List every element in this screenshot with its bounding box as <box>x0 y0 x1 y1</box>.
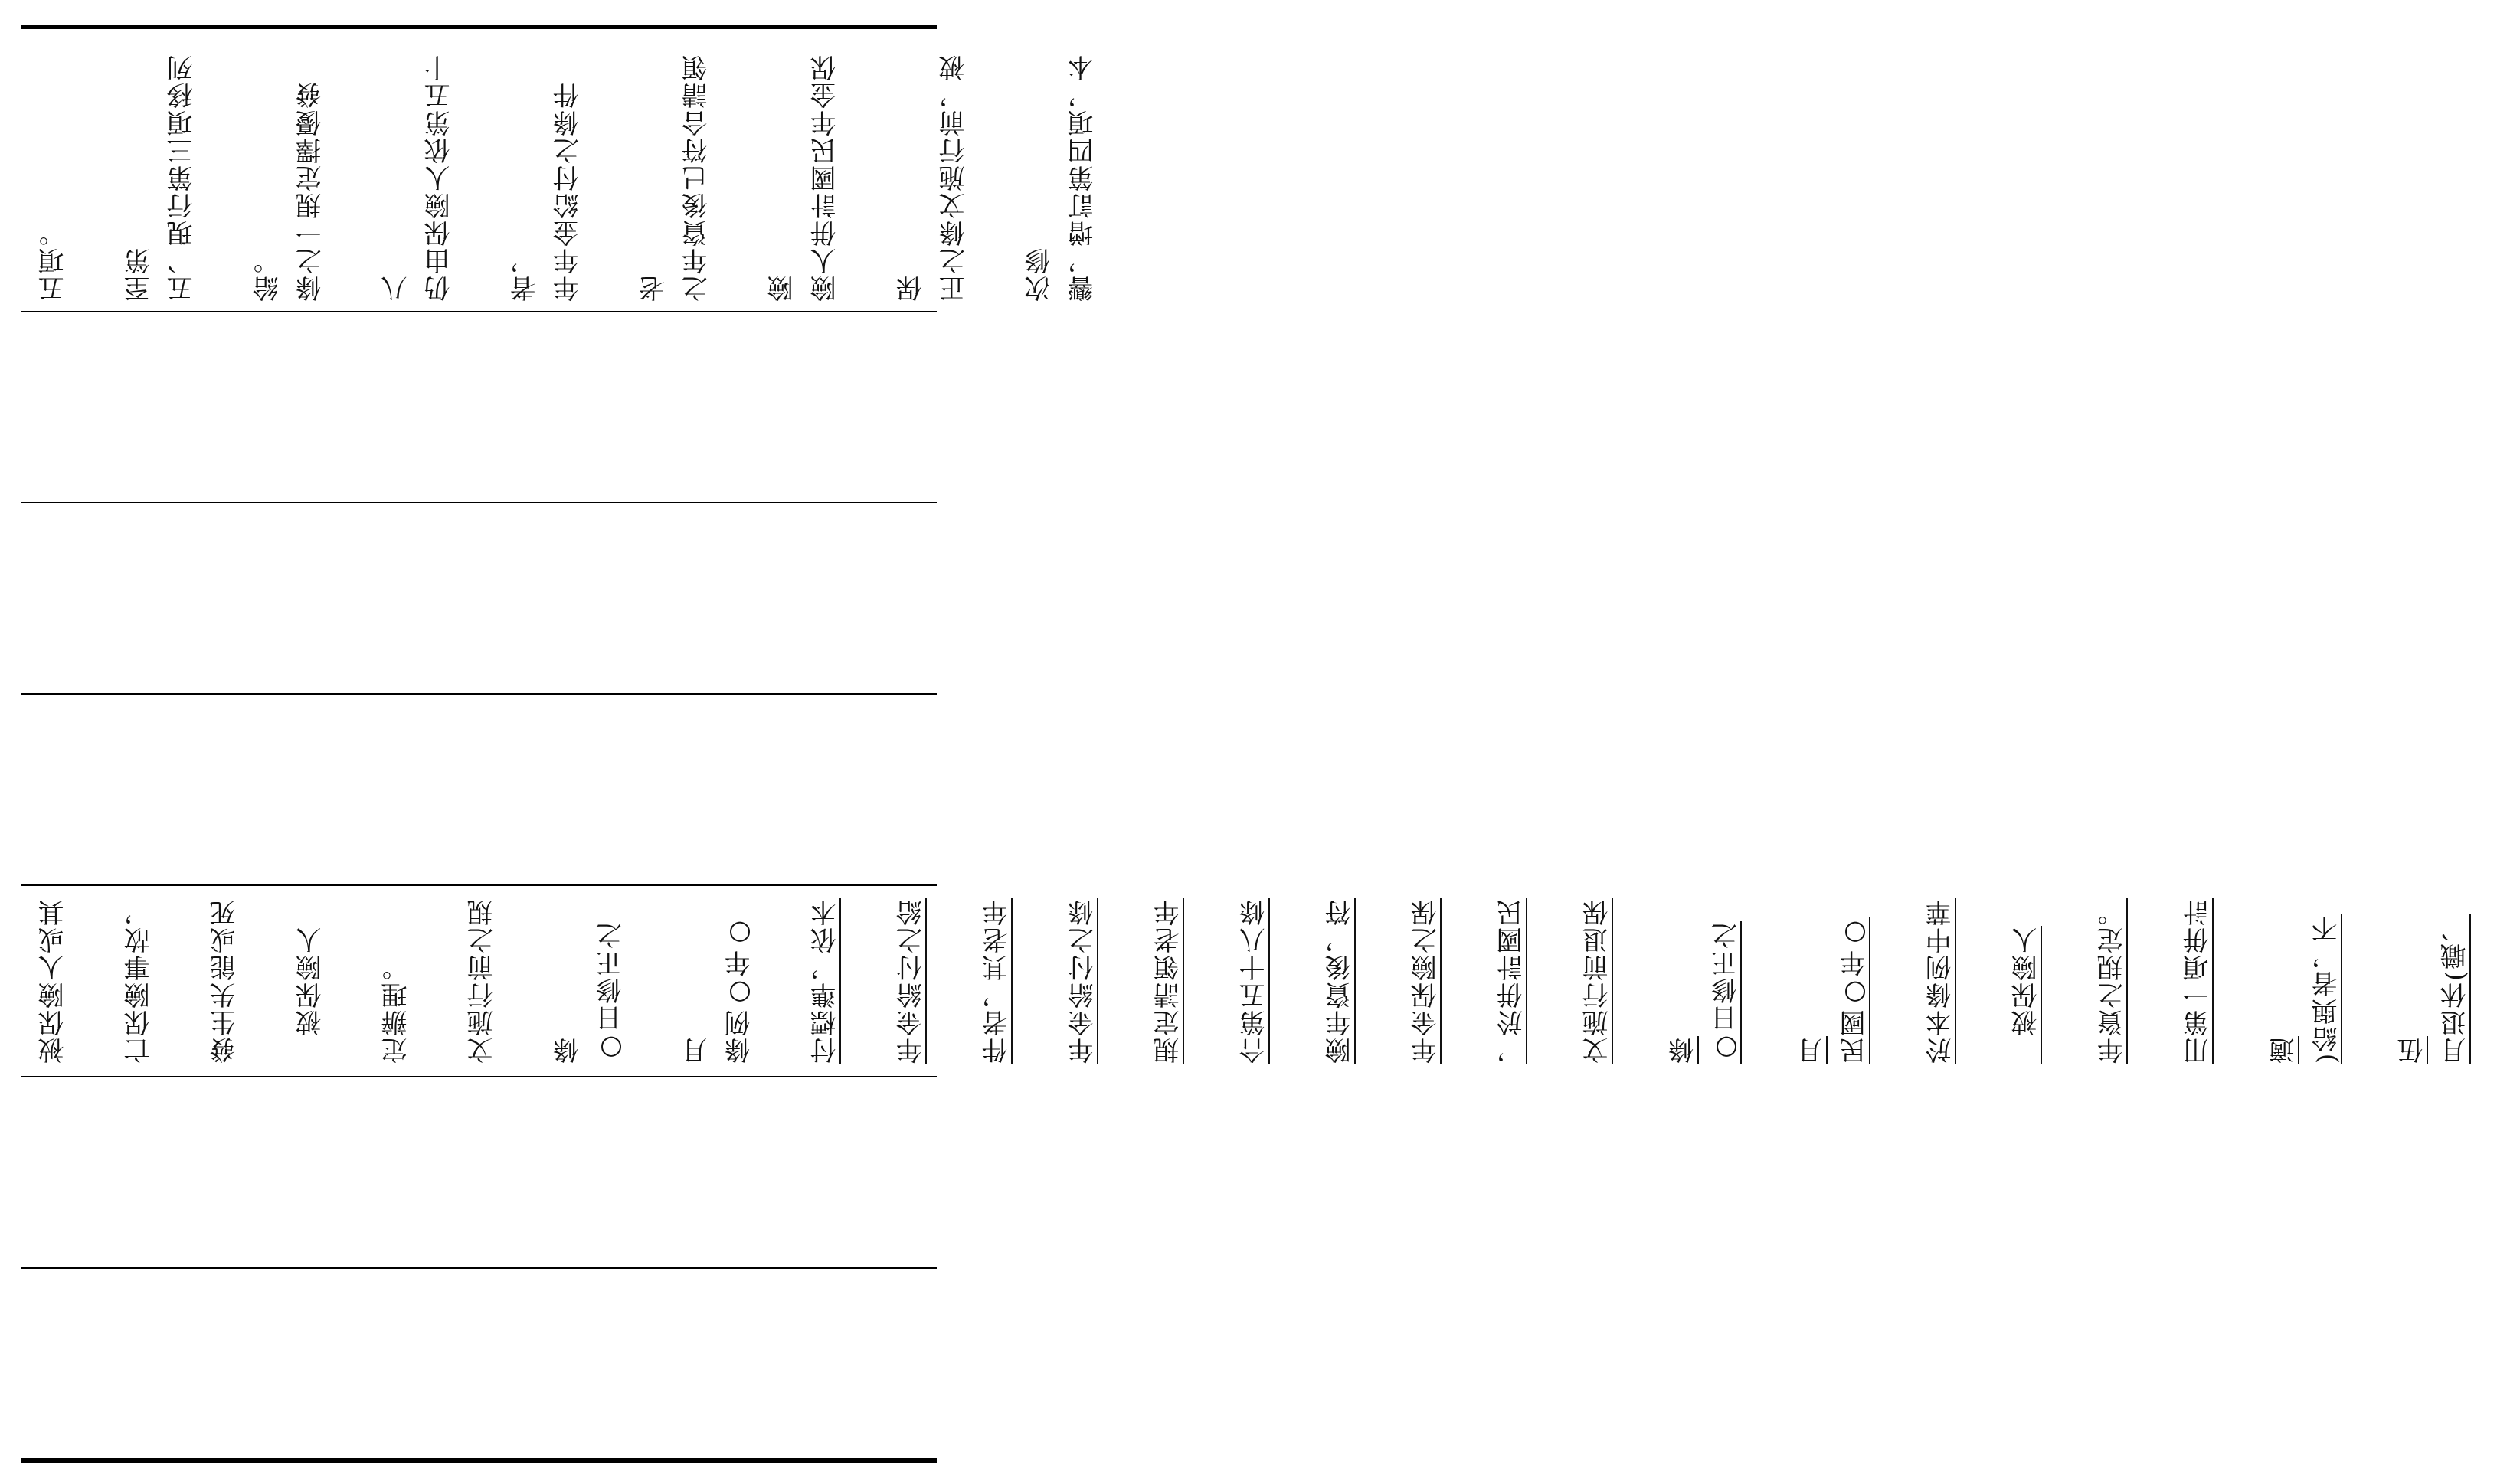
text-line: 文施行前退保 <box>1582 898 1613 1064</box>
text-line: 險年資後，符 <box>1325 898 1356 1064</box>
text-line: 五項。 <box>38 219 69 302</box>
text-line: 亡保險事故， <box>124 898 155 1064</box>
text-line: 民國○年○月 <box>1797 917 1870 1064</box>
empty-band-5 <box>21 1269 937 1458</box>
text-line: 月退休(職、伍 <box>2397 914 2471 1064</box>
text-line: ，於併計國民 <box>1497 898 1527 1064</box>
text-line: 於本條例中華 <box>1926 898 1956 1064</box>
empty-band-3 <box>21 695 937 884</box>
text-line: 被保險人 <box>2011 926 2042 1064</box>
text-line: 定辦理。 <box>381 953 412 1064</box>
text-line: 文施行前之規 <box>467 898 498 1064</box>
text-line: 年年金給付之條件者， <box>510 81 584 302</box>
text-line: 規定請領老年 <box>1154 898 1184 1064</box>
explanation-band <box>21 29 1098 311</box>
text-line: 合第五十八條 <box>1239 898 1270 1064</box>
text-line: 年金給付之條 <box>1068 898 1098 1064</box>
amendment-text <box>32 897 2520 1064</box>
empty-band-4 <box>21 1077 937 1267</box>
text-line: 險人併計國民年金保險 <box>767 54 841 302</box>
text-line: 響，增訂第四項，本次修 <box>1025 54 1098 302</box>
text-line: 付標準，依本 <box>810 898 841 1064</box>
text-line: 年金給付之給 <box>896 898 927 1064</box>
text-line: 被保險人 <box>296 926 326 1064</box>
text-line: 之年資後已符合請領老 <box>639 54 712 302</box>
text-line: 仍由保險人依第五十八 <box>381 54 455 302</box>
empty-band-2 <box>21 503 937 693</box>
amendment-band <box>21 886 2471 1076</box>
text-line: 條例○年○月 <box>682 917 755 1064</box>
text-line: 年金保險之保 <box>1411 898 1442 1064</box>
text-line: 發生失能或死 <box>210 898 241 1064</box>
text-line: 正之條文施行前，被保 <box>896 54 970 302</box>
text-line: )給與者，不適 <box>2269 914 2342 1064</box>
text-line: ○日修正之條 <box>1668 921 1742 1064</box>
explanation-text <box>32 41 1147 302</box>
text-line: 條之一規定擇優發給。 <box>253 81 326 302</box>
text-line: 用第一項併計 <box>2183 898 2214 1064</box>
text-line: 件者，其老年 <box>982 898 1013 1064</box>
text-line: 年資之規定。 <box>2097 898 2128 1064</box>
text-line: 被保險人或其 <box>38 898 69 1064</box>
empty-band-1 <box>21 312 937 502</box>
text-line: 五、現行第三項移列至第 <box>124 54 198 302</box>
bottom-border-rule <box>21 1458 937 1463</box>
text-line: ○日修正之條 <box>553 921 627 1064</box>
